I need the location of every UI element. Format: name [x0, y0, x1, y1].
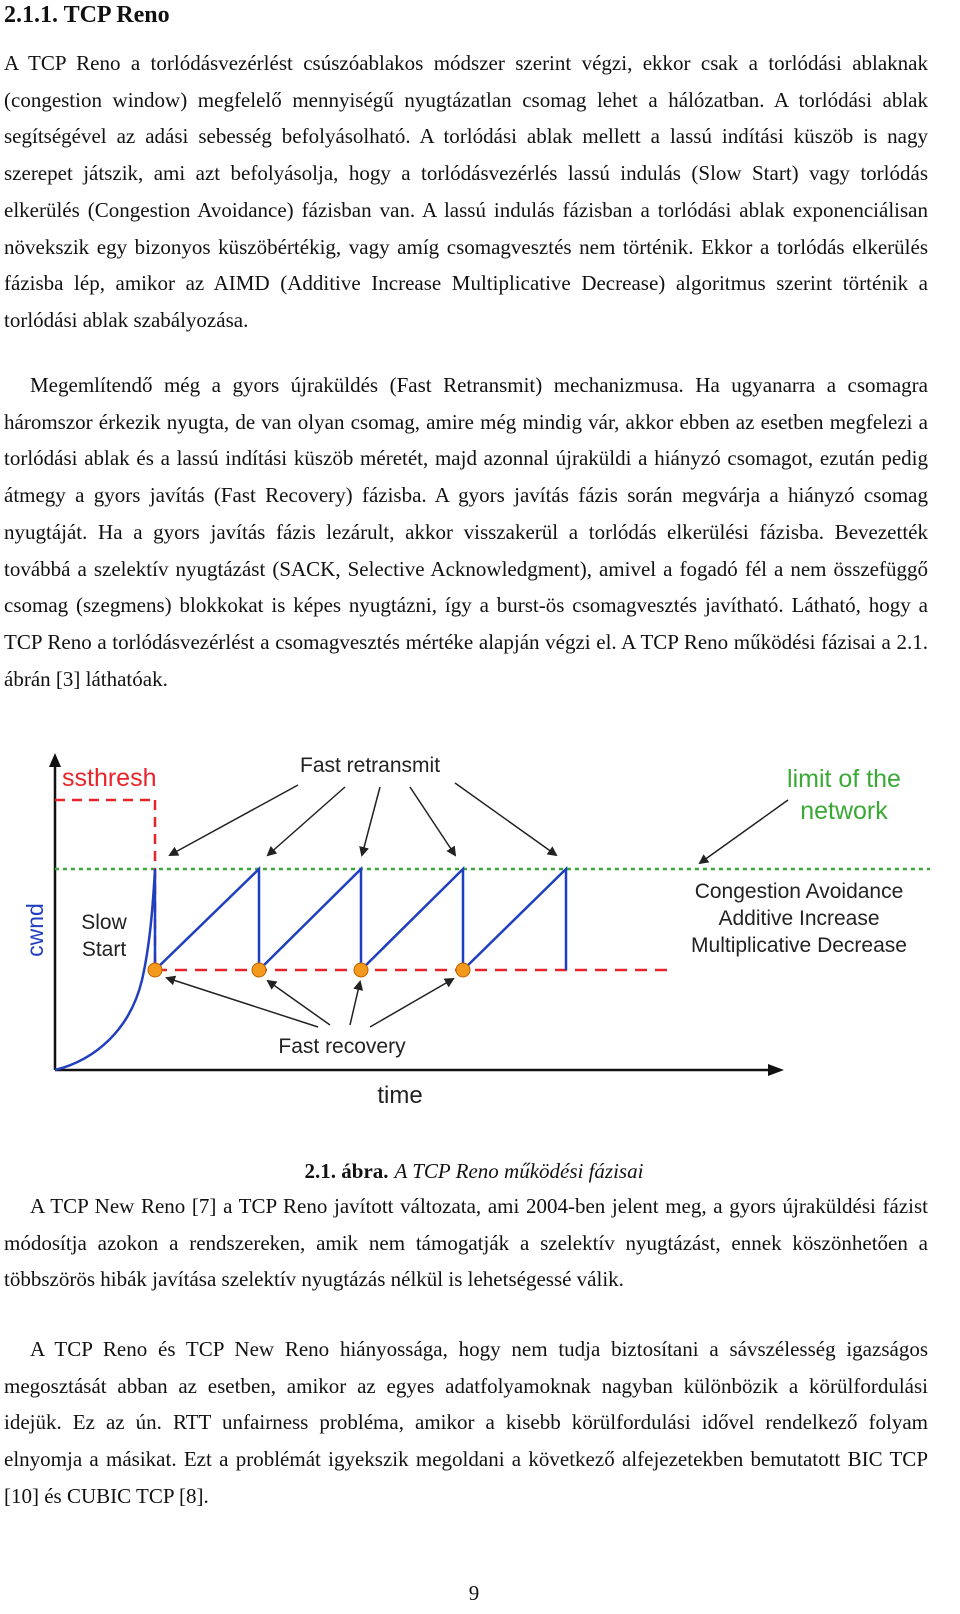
additive-increase-label: Additive Increase [718, 907, 880, 930]
network-limit-arrow [700, 800, 788, 863]
section-heading: 2.1.1. TCP Reno [4, 2, 170, 28]
page-number: 9 [468, 1581, 480, 1605]
slow-start-label-line2: Start [81, 938, 127, 961]
fast-retransmit-label: Fast retransmit [300, 754, 441, 777]
paragraph-4: A TCP Reno és TCP New Reno hiányossága, hogy nem tudja biztosítani a sávszélesség igazságos megosztását abban az esetben, amikor az egyes adatfolyamoknak nagyban különbözik a körülfordulási idejük. Ez az ún. RTT unfairness probléma, amikor a kisebb körülfordulási idővel rendelkező folyam elnyomja a másikat. Ezt a problémát igyekszik megoldani a következő alfejezetekben bemutatott BIC TCP [10] és CUBIC TCP [8]. [4, 1337, 928, 1508]
paragraph-1: A TCP Reno a torlódásvezérlést csúszóablakos módszer szerint végzi, ekkor csak a torlódási ablaknak (congestion window) megfelelő mennyiségű nyugtázatlan csomag lehet a hálózatban. A torlódási ablak segítségével az adási sebesség befolyásolható. A torlódási ablak mellett a lassú indítási küszöb is nagy szerepet játszik, ami azt befolyásolja, hogy a torlódásvezérlés lassú indulás (Slow Start) vagy torlódás elkerülés (Congestion Avoidance) fázisban van. A lassú indulás fázisban a torlódási ablak exponenciálisan növekszik egy bizonyos küszöbértékig, vagy amíg csomagvesztés nem történik. Ekkor a torlódás elkerülés fázisba lép, amikor az AIMD (Additive Increase Multiplicative Decrease) algoritmus szerint történik a torlódási ablak szabályozása. [4, 51, 928, 332]
y-axis-arrowhead [49, 753, 61, 767]
tcp-reno-figure [0, 745, 940, 1120]
fast-recovery-arrow [350, 982, 360, 1025]
fast-recovery-marker [252, 963, 266, 977]
fast-recovery-marker [148, 963, 162, 977]
paragraph-3: A TCP New Reno [7] a TCP Reno javított változata, ami 2004-ben jelent meg, a gyors újraküldési fázist módosítja azokon a rendszereken, amik nem támogatják a szelektív nyugtázást, ennek köszönhetően a többszörös hibák javítása szelektív nyugtázás nélkül is lehetségessé válik. [4, 1194, 928, 1292]
fast-recovery-arrow [370, 979, 453, 1027]
paragraph-2: Megemlítendő még a gyors újraküldés (Fast Retransmit) mechanizmusa. Ha ugyanarra a csomagra háromszor érkezik nyugta, de van olyan csomag, amire még mindig vár, akkor ebben az esetben megfelezi a torlódási ablak és a lassú indítási küszöb méretét, majd azonnal újraküldi a hiányzó csomagot, ezután pedig átmegy a gyors javítás (Fast Recovery) fázisba. A gyors javítás fázis során megvárja a hiányzó csomag nyugtáját. Ha a gyors javítás fázis lezárult, akkor visszakerül a torlódás elkerülési fázisba. Bevezették továbbá a szelektív nyugtázást (SACK, Selective Acknowledgment), amivel a fogadó fél a nem összefüggő csomag (szegmens) blokkokat is képes nyugtázni, így a burst-ös csomagvesztés javítható. Látható, hogy a TCP Reno a torlódásvezérlést a csomagvesztés mértéke alapján végzi el. A TCP Reno működési fázisai a 2.1. ábrán [3] láthatóak. [4, 373, 928, 691]
ssthresh-label: ssthresh [62, 764, 157, 792]
fast-recovery-marker [456, 963, 470, 977]
caption-number: 2.1. ábra. [304, 1159, 389, 1183]
cwnd-axis-label: cwnd [22, 903, 48, 957]
fast-recovery-marker [354, 963, 368, 977]
network-limit-label-line2: network [800, 797, 888, 825]
fast-recovery-arrow [167, 978, 318, 1027]
multiplicative-decrease-label: Multiplicative Decrease [691, 934, 907, 957]
congestion-avoidance-label: Congestion Avoidance [694, 880, 904, 903]
fast-retransmit-arrow [455, 783, 556, 855]
x-axis-arrowhead [768, 1064, 784, 1076]
network-limit-label-line1: limit of the [787, 765, 901, 793]
time-axis-label: time [377, 1082, 423, 1109]
figure-caption [0, 1156, 948, 1186]
fast-recovery-arrow [268, 981, 330, 1025]
fast-retransmit-arrow [410, 787, 455, 855]
caption-text: A TCP Reno működési fázisai [394, 1159, 644, 1183]
fast-retransmit-arrow [362, 787, 380, 855]
fast-retransmit-arrow [268, 787, 345, 855]
fast-recovery-label: Fast recovery [278, 1035, 406, 1058]
slow-start-label-line1: Slow [81, 911, 127, 934]
